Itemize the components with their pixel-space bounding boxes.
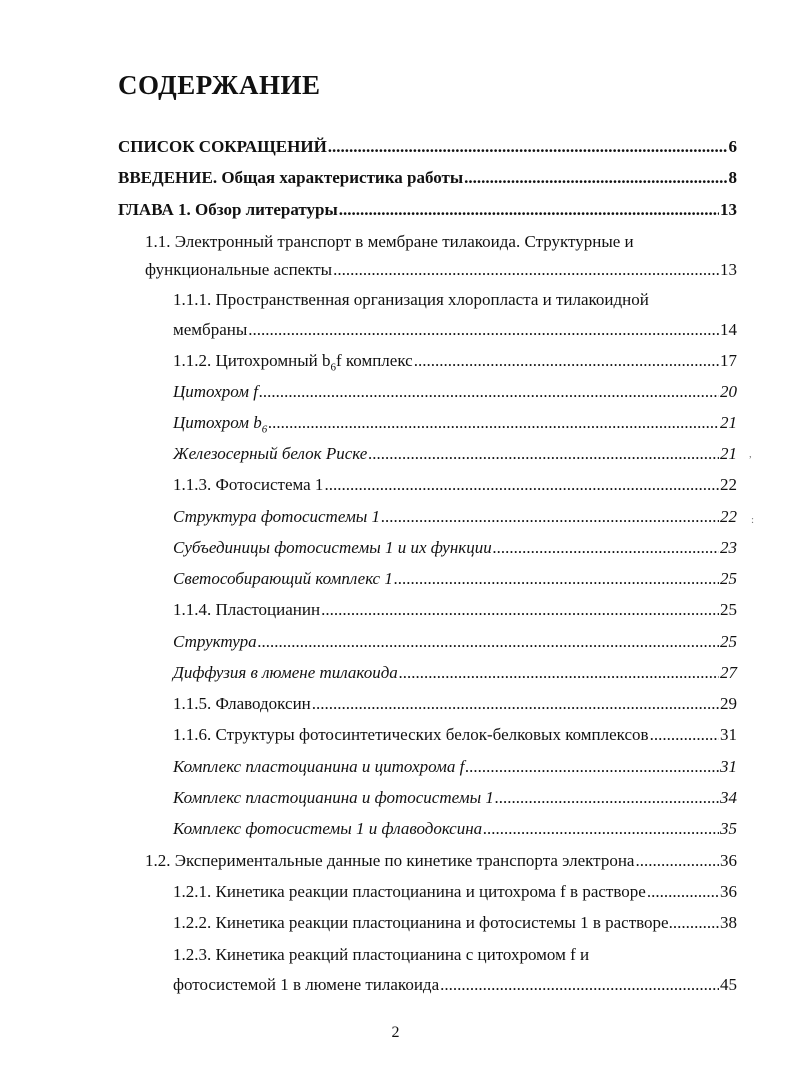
page-number: 2 [391, 1024, 400, 1041]
toc-entry-rieske[interactable]: Железосерный белок Риске ..... 21 [173, 442, 737, 466]
toc-entry-cytochrome-f[interactable]: Цитохром f ..... 20 [173, 380, 737, 404]
toc-entry-lhc1[interactable]: Светособирающий комплекс 1 ..... 25 [173, 567, 737, 591]
toc-entry-cytochrome-b6[interactable]: Цитохром $b_6$ ..... 21 [173, 411, 737, 435]
toc-entry-1-2[interactable]: 1.2. Экспериментальные данные по кинетике транспорта электрона ..... 36 [145, 849, 737, 873]
toc-entry-pc-cytf-complex[interactable]: Комплекс пластоцианина и цитохрома f ..... 31 [173, 755, 737, 779]
toc-entry-1-1-5[interactable]: 1.1.5. Флаводоксин ..... 29 [173, 692, 737, 716]
toc-entry-abbreviations[interactable]: СПИСОК СОКРАЩЕНИЙ ..... 6 [118, 135, 737, 159]
toc-entry-diffusion[interactable]: Диффузия в люмене тилакоида ..... 27 [173, 661, 737, 685]
toc-entry-1-1-2[interactable]: 1.1.2. Цитохромный $b_6f$ комплекс ..... 17 [173, 349, 737, 373]
toc-entry-1-1-line1: 1.1. Электронный транспорт в мембране тилакоида. Структурные и [145, 232, 634, 251]
toc-entry-introduction[interactable]: ВВЕДЕНИЕ. Общая характеристика работы ..... 8 [118, 166, 737, 190]
toc-entry-ps1-fld-complex[interactable]: Комплекс фотосистемы 1 и флаводоксина ..... 35 [173, 817, 737, 841]
toc-entry-ps1-structure[interactable]: Структура фотосистемы 1 ..... 22 [173, 505, 737, 529]
toc-entry-1-1-4[interactable]: 1.1.4. Пластоцианин ..... 25 [173, 598, 737, 622]
toc-entry-1-1[interactable]: функциональные аспекты ..... 13 [145, 258, 737, 282]
toc-entry-pc-ps1-complex[interactable]: Комплекс пластоцианина и фотосистемы 1 ..... 34 [173, 786, 737, 810]
toc-entry-1-1-1-line1: 1.1.1. Пространственная организация хлоропласта и тилакоидной [173, 290, 649, 309]
scan-artifact: , [749, 448, 752, 460]
toc-entry-chapter-1[interactable]: ГЛАВА 1. Обзор литературы ..... 13 [118, 198, 737, 222]
toc-entry-1-2-3-line1: 1.2.3. Кинетика реакций пластоцианина с цитохромом f и [173, 945, 590, 964]
toc-entry-1-1-1[interactable]: мембраны ..... 14 [173, 318, 737, 342]
toc-entry-1-1-3[interactable]: 1.1.3. Фотосистема 1 ..... 22 [173, 473, 737, 497]
scan-artifact: : [751, 514, 755, 526]
toc-entry-1-2-3[interactable]: фотосистемой 1 в люмене тилакоида ..... 45 [173, 973, 737, 997]
toc-entry-ps1-subunits[interactable]: Субъединицы фотосистемы 1 и их функции ..... 23 [173, 536, 737, 560]
toc-entry-1-2-2[interactable]: 1.2.2. Кинетика реакции пластоцианина и фотосистемы 1 в растворе ..... 38 [173, 911, 737, 935]
toc-entry-1-1-6[interactable]: 1.1.6. Структуры фотосинтетических белок-белковых комплексов ..... 31 [173, 723, 737, 747]
page-title: СОДЕРЖАНИЕ [118, 70, 321, 100]
toc-entry-pc-structure[interactable]: Структура ..... 25 [173, 630, 737, 654]
toc-entry-1-2-1[interactable]: 1.2.1. Кинетика реакции пластоцианина и цитохрома f в растворе ..... 36 [173, 880, 737, 904]
